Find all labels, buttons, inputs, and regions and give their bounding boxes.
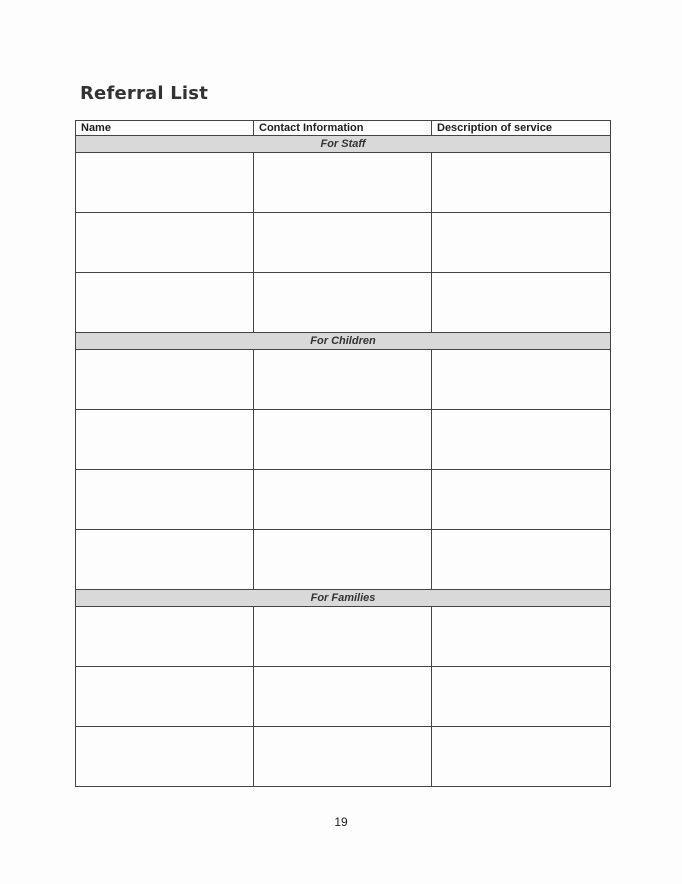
contact-information-cell xyxy=(254,213,432,273)
column-header-name: Name xyxy=(76,121,254,136)
description-of-service-cell xyxy=(432,350,611,410)
name-cell xyxy=(76,350,254,410)
table-row xyxy=(76,213,611,273)
description-of-service-cell xyxy=(432,667,611,727)
contact-information-cell xyxy=(254,727,432,787)
section-row xyxy=(76,333,611,350)
contact-information-cell xyxy=(254,667,432,727)
name-cell xyxy=(76,667,254,727)
page-number: 19 xyxy=(334,815,348,829)
description-of-service-cell xyxy=(432,607,611,667)
column-header-contact-information: Contact Information xyxy=(254,121,432,136)
table-row xyxy=(76,350,611,410)
name-cell xyxy=(76,273,254,333)
contact-information-cell xyxy=(254,273,432,333)
column-header-description-of-service: Description of service xyxy=(432,121,611,136)
table-row xyxy=(76,410,611,470)
section-row xyxy=(76,136,611,153)
table-header-row xyxy=(76,121,611,136)
contact-information-cell xyxy=(254,470,432,530)
table-row xyxy=(76,667,611,727)
contact-information-cell xyxy=(254,350,432,410)
contact-information-cell xyxy=(254,607,432,667)
name-cell xyxy=(76,607,254,667)
contact-information-cell xyxy=(254,410,432,470)
table-row xyxy=(76,530,611,590)
contact-information-cell xyxy=(254,153,432,213)
description-of-service-cell xyxy=(432,213,611,273)
table-body xyxy=(76,136,611,787)
name-cell xyxy=(76,213,254,273)
table-row xyxy=(76,470,611,530)
description-of-service-cell xyxy=(432,530,611,590)
description-of-service-cell xyxy=(432,273,611,333)
page-title: Referral List xyxy=(80,83,209,104)
table-row xyxy=(76,153,611,213)
description-of-service-cell xyxy=(432,727,611,787)
description-of-service-cell xyxy=(432,410,611,470)
name-cell xyxy=(76,470,254,530)
table-row xyxy=(76,607,611,667)
table-row xyxy=(76,273,611,333)
name-cell xyxy=(76,530,254,590)
section-row xyxy=(76,590,611,607)
contact-information-cell xyxy=(254,530,432,590)
name-cell xyxy=(76,727,254,787)
section-label: For Staff xyxy=(76,136,611,153)
section-label: For Children xyxy=(76,333,611,350)
description-of-service-cell xyxy=(432,153,611,213)
name-cell xyxy=(76,410,254,470)
section-label: For Families xyxy=(76,590,611,607)
table-row xyxy=(76,727,611,787)
referral-table xyxy=(75,120,611,787)
description-of-service-cell xyxy=(432,470,611,530)
name-cell xyxy=(76,153,254,213)
